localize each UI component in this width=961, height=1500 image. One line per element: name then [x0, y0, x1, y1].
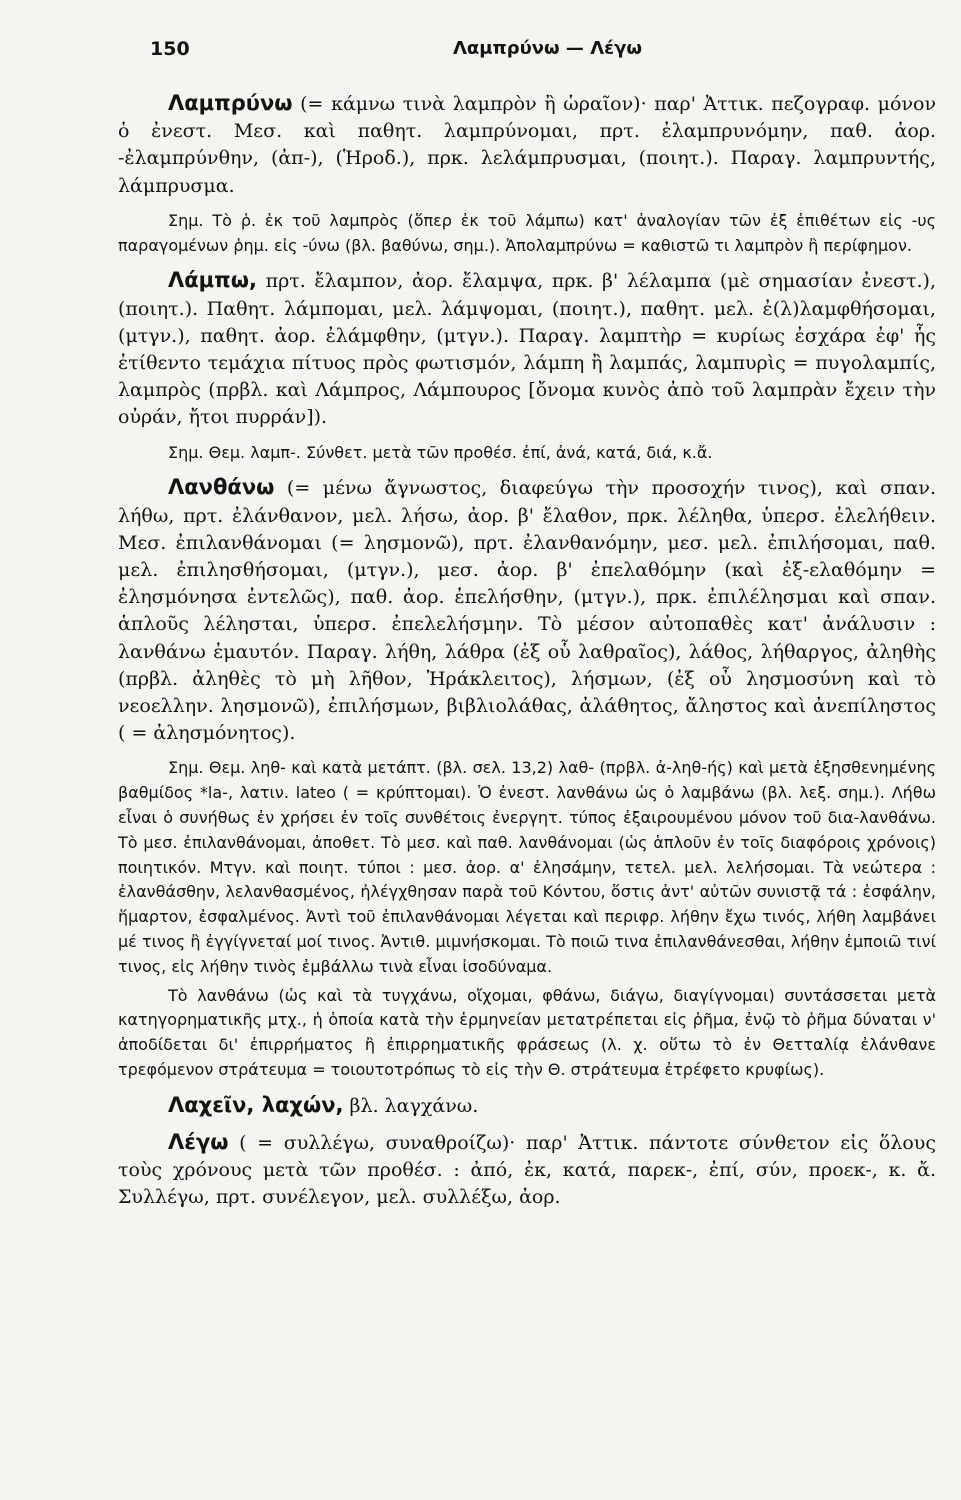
note-text-lanthanw: Θεμ. ληθ- καὶ κατὰ μετάπτ. (βλ. σελ. 13,2) λαθ- (πρβλ. ἀ-ληθ-ής) καὶ μετὰ ἐξησθενημένης βαθμίδος *la-, λατιν. lateo ( = κρύπτομαι). Ὁ ἐνεστ. λανθάνω ὡς ὁ λαμβάνω (βλ. λεξ. σημ.). Λήθω εἶναι ὁ συνήθως ἐν χρήσει ἐν τοῖς συνθέτοις ἐνεργητ. τύπος ἐξαιρουμένου μόνον τοῦ δια-λανθάνω. Τὸ μεσ. ἐπιλανθάνομαι, ἀποθετ. Τὸ μεσ. καὶ παθ. λανθάνομαι (ὡς ἁπλοῦν ἐν τοῖς διαφόροις χρόνοις) ποιητικόν. Μτγν. καὶ ποιητ. τύποι : μεσ. ἀορ. α' ἐλησάμην, τετελ. μελ. λελήσομαι. Τὰ νεώτερα : ἐλανθάσθην, λελανθασμένος, ἠλέγχθησαν παρὰ τοῦ Κόντου, ὅστις ἀντ' αὐτῶν συνιστᾷ τά : ἐσφάλην, ἥμαρτον, ἐσφαλμένος. Ἀντὶ τοῦ ἐπιλανθάνομαι λέγεται καὶ περιφρ. λήθην ἔχω τινός, λήθη λαμβάνει μέ τινος ἢ ἐγγίγνεταί μοί τινος. Ἀντιθ. μιμνήσκομαι. Τὸ ποιῶ τινα ἐπιλανθάνεσθαι, λήθην ἐμποιῶ τινί τινος, εἰς λήθην τινὸς ἐμβάλλω τινὰ εἶναι ἰσοδύναμα.: [118, 758, 936, 976]
entry-legw: [118, 1129, 936, 1212]
entry-body-lamprynw: (= κάμνω τινὰ λαμπρὸν ἢ ὡραῖον)· παρ' Ἀττικ. πεζογραφ. μόνον ὁ ἐνεστ. Μεσ. καὶ παθητ. λαμπρύνομαι, πρτ. ἐλαμπρυνόμην, παθ. ἀορ. -ἐλαμπρύνθην, (ἀπ-), (Ἡροδ.), πρκ. λελάμπρυσμαι, (ποιητ.). Παραγ. λαμπρυντής, λάμπρυσμα.: [118, 93, 936, 197]
running-head: Λαμπρύνω — Λέγω: [452, 38, 643, 59]
entry-body-lanthanw: (= μένω ἄγνωστος, διαφεύγω τὴν προσοχήν τινος), καὶ σπαν. λήθω, πρτ. ἐλάνθανον, μελ. λήσω, ἀορ. β' ἔλαθον, πρκ. λέληθα, ὑπερσ. ἐλελήθειν. Μεσ. ἐπιλανθάνομαι (= λησμονῶ), πρτ. ἐλανθανόμην, μεσ. μελ. ἐπιλήσομαι, παθ. μελ. ἐπιλησθήσομαι, (μτγν.), μεσ. ἀορ. β' ἐπελαθόμην (καὶ ἐξ-ελαθόμην = ἐλησμόνησα ἐντελῶς), παθ. ἀορ. ἐπελήσθην, (μτγν.), πρκ. ἐπιλέλησμαι καὶ σπαν. ἁπλοῦς λέλησται, ὑπερσ. ἐπελελήσμην. Τὸ μέσον αὐτοπαθὲς κατ' ἀνάλυσιν : λανθάνω ἐμαυτόν. Παραγ. λήθη, λάθρα (ἐξ οὗ λαθραῖος), λάθος, λήθαργος, ἀληθὴς (πρβλ. ἀληθὲς τὸ μὴ λῆθον, Ἡράκλειτος), λήσμων, (ἐξ οὗ λησμοσύνη καὶ τὸ νεοελλην. λησμονῶ), ἐπιλήσμων, βιβλιολάθας, ἀλάθητος, ἄληστος καὶ ἀνεπίληστος ( = ἀλησμόνητος).: [118, 477, 936, 745]
note-label: Σημ.: [168, 442, 204, 462]
note-label: Σημ.: [168, 210, 204, 230]
entry-lamprynw: [118, 90, 936, 200]
headword-laxein: Λαχεῖν, λαχών,: [168, 1092, 344, 1117]
headword-lampw: Λάμπω,: [168, 268, 257, 293]
entry-body-laxein: βλ. λαγχάνω.: [343, 1094, 479, 1117]
page-number: 150: [150, 38, 190, 60]
headword-legw: Λέγω: [168, 1130, 229, 1155]
headword-lanthanw: Λανθάνω: [168, 475, 275, 500]
entry-body-lampw: πρτ. ἔλαμπον, ἀορ. ἔλαμψα, πρκ. β' λέλαμπα (μὲ σημασίαν ἐνεστ.), (ποιητ.). Παθητ. λάμπομαι, μελ. λάμψομαι, (ποιητ.), παθητ. μελ. ἐ(λ)λαμφθήσομαι, (μτγν.), παθητ. ἀορ. ἐλάμφθην, (μτγν.). Παραγ. λαμπτὴρ = κυρίως ἐσχάρα ἐφ' ἧς ἐτίθεντο τεμάχια πίτυος πρὸς φωτισμόν, λάμπη ἢ λαμπάς, λαμπυρὶς = πυγολαμπίς, λαμπρὸς (πρβλ. καὶ Λάμπρος, Λάμπουρος [ὄνομα κυνὸς ἀπὸ τοῦ λαμπρὰν ἔχειν τὴν οὐράν, ἤτοι πυρράν]).: [118, 270, 936, 429]
page-content: [118, 90, 936, 1212]
entry-laxein: [118, 1092, 936, 1120]
headword-lamprynw: Λαμπρύνω: [168, 91, 293, 115]
note-lampw: [118, 441, 936, 466]
note-text-lampw: Θεμ. λαμπ-. Σύνθετ. μετὰ τῶν προθέσ. ἐπί, ἀνά, κατά, διά, κ.ἄ.: [203, 442, 713, 462]
note-text-lamprynw: Τὸ ῥ. ἐκ τοῦ λαμπρὸς (ὅπερ ἐκ τοῦ λάμπω) κατ' ἀναλογίαν τῶν ἐξ ἐπιθέτων εἰς -υς παραγομένων ῥημ. εἰς -ύνω (βλ. βαθύνω, σημ.). Ἀπολαμπρύνω = καθιστῶ τι λαμπρὸν ἢ περίφημον.: [118, 210, 936, 255]
entry-body-legw: ( = συλλέγω, συναθροίζω)· παρ' Ἀττικ. πάντοτε σύνθετον εἰς ὅλους τοὺς χρόνους μετὰ τῶν προθέσ. : ἀπό, ἐκ, κατά, παρεκ-, ἐπί, σύν, προεκ-, κ. ἄ. Συλλέγω, πρτ. συνέλεγον, μελ. συλλέξω, ἀορ.: [118, 1132, 936, 1209]
entry-lampw: [118, 267, 936, 431]
page-header: [150, 38, 935, 72]
note-lamprynw: [118, 209, 936, 259]
note2-lanthanw: Τὸ λανθάνω (ὡς καὶ τὰ τυγχάνω, οἴχομαι, φθάνω, διάγω, διαγίγνομαι) συντάσσεται μετὰ κατηγορηματικῆς μτχ., ἡ ὁποία κατὰ τὴν ἑρμηνείαν μετατρέπεται εἰς ῥῆμα, ἐνῷ τὸ ῥῆμα δύναται ν' ἀποδίδεται δι' ἐπιρρήματος ἢ ἐπιρρηματικῆς φράσεως (λ. χ. οὕτω τὸ ἐν Θετταλίᾳ ἐλάνθανε τρεφόμενον στράτευμα = τοιουτοτρόπως τὸ εἰς τὴν Θ. στράτευμα ἐτρέφετο κρυφίως).: [118, 985, 936, 1080]
note-lanthanw: [118, 756, 936, 979]
entry-lanthanw: [118, 474, 936, 747]
note-label: Σημ.: [168, 758, 204, 778]
